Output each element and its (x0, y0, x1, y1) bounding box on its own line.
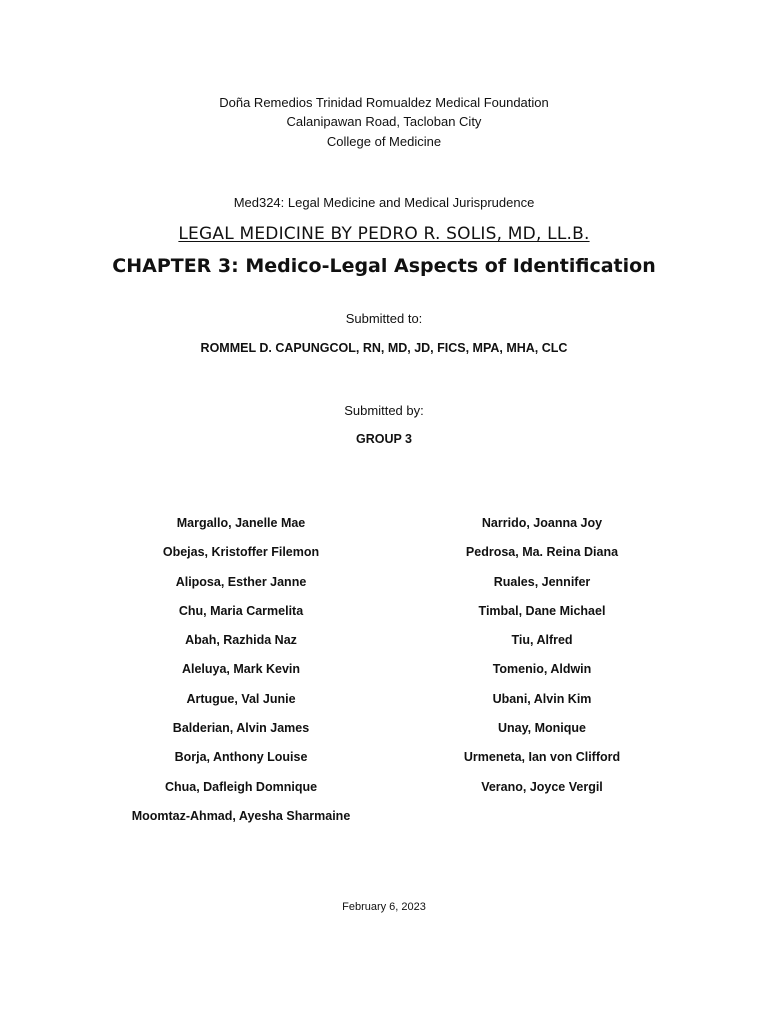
member-name: Verano, Joyce Vergil (481, 779, 603, 794)
member-name: Borja, Anthony Louise (174, 750, 308, 765)
member-name: Obejas, Kristoffer Filemon (162, 545, 320, 560)
member-name: Artugue, Val Junie (186, 691, 296, 706)
member-name: Aliposa, Esther Janne (175, 574, 307, 589)
member-name: Tiu, Alfred (511, 633, 573, 648)
member-name: Tomenio, Aldwin (492, 662, 592, 677)
member-name: Pedrosa, Ma. Reina Diana (465, 545, 619, 560)
member-name: Abah, Razhida Naz (185, 633, 297, 648)
member-name: Ubani, Alvin Kim (492, 691, 592, 706)
chapter-title: CHAPTER 3: Medico-Legal Aspects of Identification (112, 255, 656, 277)
member-column-left (96, 514, 386, 836)
member-name: Chu, Maria Carmelita (178, 603, 304, 618)
member-name: Margallo, Janelle Mae (176, 516, 306, 530)
member-name: Unay, Monique (498, 721, 586, 736)
member-name: Aleluya, Mark Kevin (181, 662, 301, 677)
member-name: Timbal, Dane Michael (478, 603, 606, 618)
member-name: Balderian, Alvin James (172, 721, 310, 736)
book-title: LEGAL MEDICINE BY PEDRO R. SOLIS, MD, LL.B. (178, 224, 590, 244)
member-name: Moomtaz-Ahmad, Ayesha Sharmaine (131, 808, 351, 823)
course-title: Med324: Legal Medicine and Medical Jurisprudence (233, 195, 535, 210)
member-name: Ruales, Jennifer (493, 574, 591, 589)
submitted-to-label: Submitted to: (345, 311, 423, 326)
group-name: GROUP 3 (355, 432, 413, 446)
member-name: Narrido, Joanna Joy (481, 516, 603, 530)
institution-name: Doña Remedios Trinidad Romualdez Medical Foundation (219, 95, 549, 110)
college-name: College of Medicine (326, 134, 442, 149)
submitted-to-name: ROMMEL D. CAPUNGCOL, RN, MD, JD, FICS, MPA, MHA, CLC (200, 341, 568, 355)
submitted-by-label: Submitted by: (344, 403, 424, 418)
member-name: Chua, Dafleigh Domnique (164, 779, 318, 794)
member-name: Urmeneta, Ian von Clifford (463, 750, 621, 765)
submission-date: February 6, 2023 (342, 901, 426, 913)
institution-address: Calanipawan Road, Tacloban City (286, 114, 482, 129)
member-column-right (396, 514, 688, 807)
